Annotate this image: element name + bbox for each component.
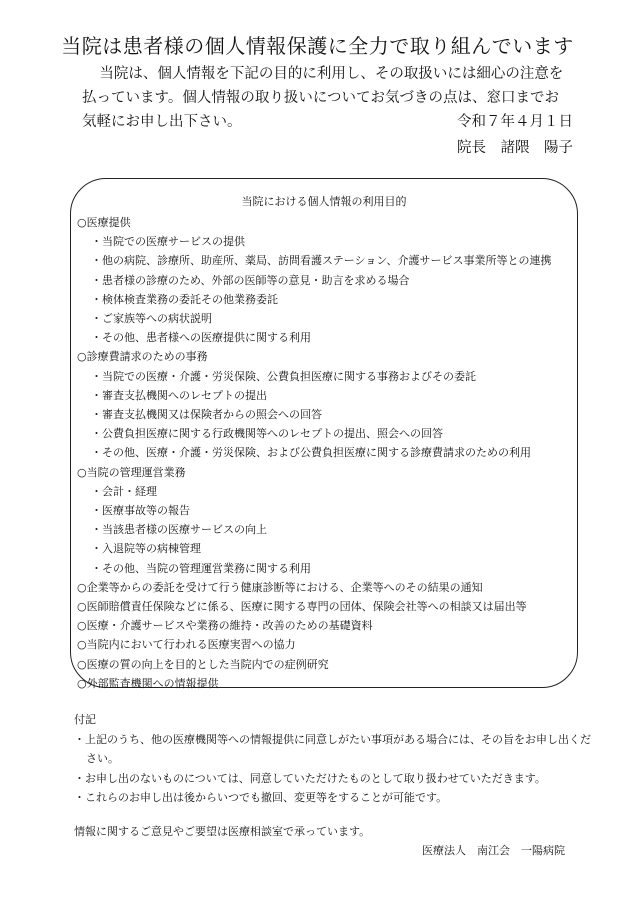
note-item: ・上記のうち、他の医療機関等への情報提供に同意しがたい事項がある場合には、その旨をお申し出ください。: [74, 732, 591, 765]
purpose-section-heading: ○外部監査機関への情報提供: [77, 676, 219, 690]
notes-section: [74, 710, 594, 808]
purpose-item: ・入退院等の病棟管理: [91, 542, 201, 556]
organization-name: 医療法人 南江会 一陽病院: [422, 844, 565, 857]
purpose-section-heading: ○医師賠償責任保険などに係る、医療に関する専門の団体、保険会社等への相談又は届出等: [77, 600, 527, 614]
page-title: 当院は患者様の個人情報保護に全力で取り組んでいます: [61, 34, 574, 58]
purpose-section-heading: ○医療提供: [77, 216, 131, 229]
purpose-section-heading: ○診療費請求のための事務: [77, 350, 208, 364]
purpose-section-heading: ○企業等からの委託を受けて行う健康診断等における、企業等へのその結果の通知: [77, 580, 483, 594]
purpose-item: ・その他、医療・介護・労災保険、および公費負担医療に関する診療費請求のための利用: [91, 446, 531, 460]
purpose-item: ・検体検査業務の委託その他業務委託: [91, 292, 278, 306]
purpose-section-heading: ○当院の管理運営業務: [77, 465, 186, 479]
purpose-item: ・その他、患者様への医療提供に関する利用: [91, 331, 311, 345]
purpose-sections: [77, 213, 577, 693]
issue-date: 令和７年４月１日: [457, 114, 573, 130]
purpose-box-title: 当院における個人情報の利用目的: [241, 195, 407, 208]
purpose-item: ・審査支払機関又は保険者からの照会への回答: [91, 408, 322, 422]
note-item: ・これらのお申し出は後からいつでも撤回、変更等をすることが可能です。: [74, 791, 448, 804]
intro-text: 当院は、個人情報を下記の目的に利用し、その取扱いには細心の注意を払っています。個人情報の取り扱いについてお気づきの点は、窓口までお気軽にお申し出下さい。: [82, 66, 564, 130]
purpose-item: ・ご家族等への病状説明: [91, 312, 212, 326]
purpose-item: ・他の病院、診療所、助産所、薬局、訪問看護ステーション、介護サービス事業所等との連携: [91, 254, 552, 268]
purpose-item: ・会計・経理: [91, 484, 157, 498]
notes-heading: 付記: [74, 713, 96, 726]
purpose-box: [70, 178, 578, 688]
purpose-item: ・医療事故等の報告: [91, 504, 190, 518]
purpose-item: ・その他、当院の管理運営業務に関する利用: [91, 561, 311, 575]
purpose-item: ・患者様の診療のため、外部の医師等の意見・助言を求める場合: [91, 273, 410, 287]
director-name: 院長 諸隈 陽子: [457, 140, 573, 156]
purpose-item: ・公費負担医療に関する行政機関等へのレセプトの提出、照会への回答: [91, 427, 443, 441]
purpose-section-heading: ○医療の質の向上を目的とした当院内での症例研究: [77, 657, 329, 671]
notes-list: [74, 730, 594, 808]
purpose-item: ・当院での医療サービスの提供: [91, 235, 245, 249]
purpose-item: ・当該患者様の医療サービスの向上: [91, 523, 267, 537]
contact-text: 情報に関するご意見やご要望は医療相談室で承っています。: [74, 825, 371, 838]
purpose-item: ・当院での医療・介護・労災保険、公費負担医療に関する事務およびその委託: [91, 369, 476, 383]
purpose-section-heading: ○医療・介護サービスや業務の維持・改善のための基礎資料: [77, 619, 373, 633]
purpose-item: ・審査支払機関へのレセプトの提出: [91, 388, 267, 402]
purpose-section-heading: ○当院内において行われる医療実習への協力: [77, 638, 296, 652]
note-item: ・お申し出のないものについては、同意していただけたものとして取り扱わせていただきます。: [74, 771, 546, 785]
